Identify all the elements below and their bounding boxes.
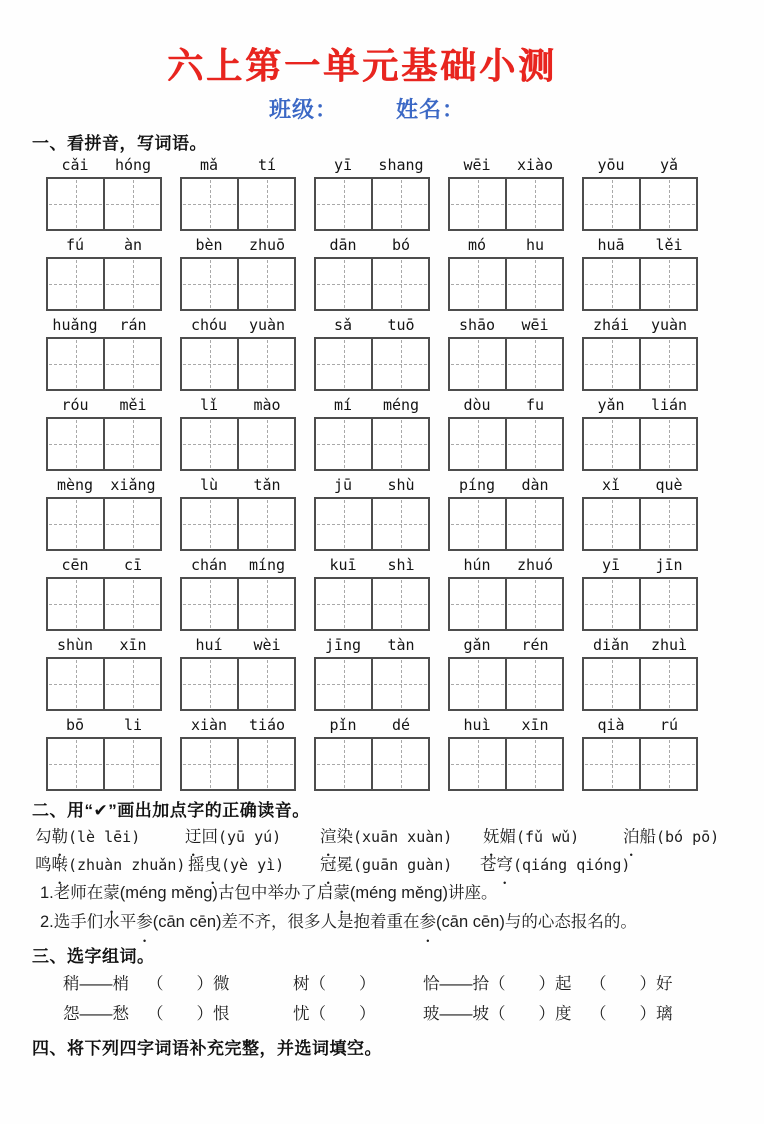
- writing-grid[interactable]: [448, 257, 564, 311]
- writing-grid[interactable]: [582, 497, 698, 551]
- writing-grid[interactable]: [582, 737, 698, 791]
- word-group: [448, 716, 564, 791]
- writing-grid[interactable]: [46, 417, 162, 471]
- word-group: [180, 636, 296, 711]
- writing-grid[interactable]: [180, 737, 296, 791]
- pinyin-label: xiàn tiáo: [190, 716, 286, 735]
- pinyin-label: dòu fu: [463, 396, 545, 415]
- grid-cell[interactable]: [373, 739, 428, 789]
- word-group: [180, 236, 296, 311]
- grid-cell[interactable]: [48, 499, 105, 549]
- grid-cell[interactable]: [373, 339, 428, 389]
- grid-cell[interactable]: [507, 499, 562, 549]
- word-group: [180, 396, 296, 471]
- word-group: [582, 316, 698, 391]
- word-group: [582, 476, 698, 551]
- writing-grid[interactable]: [180, 177, 296, 231]
- grid-cell[interactable]: [239, 659, 294, 709]
- writing-grid[interactable]: [582, 417, 698, 471]
- word-group: [180, 716, 296, 791]
- grid-cell[interactable]: [239, 179, 294, 229]
- pinyin-label: huí wèi: [195, 636, 281, 655]
- reading-options: (xuān xuàn): [353, 828, 453, 847]
- pinyin-label: shāo wēi: [458, 316, 549, 335]
- word-group: [448, 636, 564, 711]
- phonetic-choice-item[interactable]: 冠冕(guān guàn): [320, 851, 480, 879]
- reading-options: (guān guàn): [353, 856, 453, 875]
- writing-grid[interactable]: [46, 337, 162, 391]
- grid-cell[interactable]: [373, 659, 428, 709]
- grid-cell[interactable]: [641, 499, 696, 549]
- grid-cell[interactable]: [450, 739, 507, 789]
- fill-blank-item[interactable]: （ ）璃: [590, 1005, 673, 1024]
- writing-grid[interactable]: [46, 177, 162, 231]
- word-group: [582, 156, 698, 231]
- dotted-char: 蒙: [103, 884, 120, 903]
- word-row: [0, 716, 764, 791]
- pinyin-label: lǐ mào: [199, 396, 281, 415]
- pinyin-label: cēn cī: [61, 556, 143, 575]
- grid-cell[interactable]: [182, 659, 239, 709]
- pinyin-label: píng dàn: [458, 476, 549, 495]
- grid-cell[interactable]: [507, 419, 562, 469]
- grid-cell[interactable]: [48, 419, 105, 469]
- grid-cell[interactable]: [584, 179, 641, 229]
- phonetic-choice-item[interactable]: 摇曳(yè yì): [188, 851, 320, 879]
- grid-cell[interactable]: [48, 179, 105, 229]
- writing-grid[interactable]: [180, 257, 296, 311]
- fill-blank-item[interactable]: 忧（ ）: [293, 1005, 376, 1024]
- writing-grid[interactable]: [582, 177, 698, 231]
- grid-cell[interactable]: [373, 419, 428, 469]
- phonetic-choice-item[interactable]: 苍穹(qiáng qióng): [480, 851, 630, 879]
- reading-options: (lè lēi): [68, 828, 141, 847]
- section-three-heading: 三、选字组词。: [32, 947, 155, 967]
- phonetic-choice-line-1: [0, 823, 764, 851]
- grid-cell[interactable]: [182, 259, 239, 309]
- word-group: [314, 556, 430, 631]
- grid-cell[interactable]: [584, 339, 641, 389]
- reading-options: (zhuàn zhuǎn): [68, 856, 186, 875]
- writing-grid[interactable]: [180, 497, 296, 551]
- grid-cell[interactable]: [641, 339, 696, 389]
- grid-cell[interactable]: [507, 339, 562, 389]
- grid-cell[interactable]: [641, 659, 696, 709]
- word-group: [46, 716, 162, 791]
- sentence-1: 1.老师在蒙(méng měng)古包中举办了启蒙(méng měng)讲座。: [0, 879, 764, 908]
- pinyin-label: mí méng: [333, 396, 420, 415]
- pinyin-label: yī jīn: [601, 556, 683, 575]
- writing-grid[interactable]: [180, 417, 296, 471]
- grid-cell[interactable]: [316, 419, 373, 469]
- grid-cell[interactable]: [105, 499, 160, 549]
- grid-cell[interactable]: [507, 259, 562, 309]
- fill-blank-item[interactable]: （ ）恨: [147, 1005, 230, 1024]
- grid-cell[interactable]: [584, 419, 641, 469]
- choose-word-row-1: [0, 969, 764, 999]
- writing-grid[interactable]: [314, 577, 430, 631]
- word-group: [46, 156, 162, 231]
- word-group: [448, 476, 564, 551]
- word-group: [46, 556, 162, 631]
- writing-grid[interactable]: [180, 657, 296, 711]
- pinyin-label: shùn xīn: [56, 636, 147, 655]
- dotted-char: 参: [419, 913, 437, 932]
- pinyin-label: pǐn dé: [329, 716, 411, 735]
- word-group: [180, 316, 296, 391]
- grid-cell[interactable]: [105, 339, 160, 389]
- grid-cell[interactable]: [182, 339, 239, 389]
- phonetic-choice-item[interactable]: 泊船(bó pō): [623, 823, 719, 851]
- pinyin-label: chóu yuàn: [190, 316, 286, 335]
- grid-cell[interactable]: [316, 339, 373, 389]
- word-group: [314, 476, 430, 551]
- pinyin-label: yī shang: [333, 156, 424, 175]
- writing-grid[interactable]: [448, 657, 564, 711]
- grid-cell[interactable]: [48, 579, 105, 629]
- grid-cell[interactable]: [182, 499, 239, 549]
- writing-grid[interactable]: [46, 737, 162, 791]
- grid-cell[interactable]: [48, 739, 105, 789]
- pinyin-label: bō li: [65, 716, 143, 735]
- word-row: [0, 476, 764, 551]
- fill-blank-item[interactable]: 玻——坡（ ）度: [423, 1005, 572, 1024]
- grid-cell[interactable]: [105, 419, 160, 469]
- grid-cell[interactable]: [239, 259, 294, 309]
- grid-cell[interactable]: [584, 579, 641, 629]
- grid-cell[interactable]: [507, 659, 562, 709]
- pinyin-label: jū shù: [333, 476, 415, 495]
- writing-grid[interactable]: [46, 257, 162, 311]
- grid-cell[interactable]: [48, 339, 105, 389]
- word-group: [46, 396, 162, 471]
- dotted-char: 曳: [204, 856, 221, 875]
- grid-cell[interactable]: [105, 659, 160, 709]
- pinyin-label: yōu yǎ: [597, 156, 679, 175]
- writing-grid[interactable]: [582, 577, 698, 631]
- grid-cell[interactable]: [105, 579, 160, 629]
- grid-cell[interactable]: [373, 579, 428, 629]
- sentence-2: 2.选手们水平参(cān cēn)差不齐，很多人是抱着重在参(cān cēn)与的心态报名的。: [0, 908, 764, 937]
- writing-grid[interactable]: [314, 497, 430, 551]
- grid-cell[interactable]: [450, 579, 507, 629]
- dotted-char: 蒙: [333, 884, 350, 903]
- word-group: [582, 636, 698, 711]
- pinyin-label: dān bó: [329, 236, 411, 255]
- writing-grid[interactable]: [46, 497, 162, 551]
- writing-grid[interactable]: [448, 417, 564, 471]
- grid-cell[interactable]: [316, 499, 373, 549]
- pinyin-label: xǐ què: [601, 476, 683, 495]
- word-group: [180, 476, 296, 551]
- word-row: [0, 636, 764, 711]
- reading-options: (bó pō): [656, 828, 720, 847]
- page-title: 六上第一单元基础小测: [166, 45, 557, 86]
- pinyin-label: qià rú: [597, 716, 679, 735]
- word-row: [0, 396, 764, 471]
- pinyin-label: kuī shì: [329, 556, 415, 575]
- char-pair: 稍——梢: [63, 975, 129, 994]
- word-row: [0, 316, 764, 391]
- writing-grid[interactable]: [314, 257, 430, 311]
- grid-cell[interactable]: [507, 579, 562, 629]
- grid-cell[interactable]: [507, 179, 562, 229]
- grid-cell[interactable]: [584, 499, 641, 549]
- grid-cell[interactable]: [641, 259, 696, 309]
- grid-cell[interactable]: [641, 739, 696, 789]
- grid-cell[interactable]: [641, 179, 696, 229]
- dotted-char: 啭: [51, 856, 68, 875]
- writing-grid[interactable]: [582, 657, 698, 711]
- grid-cell[interactable]: [239, 579, 294, 629]
- pinyin-label: cǎi hóng: [61, 156, 152, 175]
- grid-cell[interactable]: [450, 339, 507, 389]
- word-group: [46, 636, 162, 711]
- word-group: [448, 556, 564, 631]
- grid-cell[interactable]: [48, 659, 105, 709]
- grid-cell[interactable]: [182, 179, 239, 229]
- pinyin-label: fú àn: [65, 236, 143, 255]
- grid-cell[interactable]: [450, 179, 507, 229]
- grid-cell[interactable]: [316, 739, 373, 789]
- phonetic-choice-line-2: [0, 851, 764, 879]
- student-info-line: [0, 93, 764, 124]
- reading-options: (yū yú): [218, 828, 282, 847]
- dotted-char: 泊: [623, 828, 640, 847]
- phonetic-choice-item[interactable]: 妩媚(fǔ wǔ): [483, 823, 623, 851]
- pinyin-grid-section: [0, 156, 764, 791]
- word-group: [448, 396, 564, 471]
- writing-grid[interactable]: [314, 337, 430, 391]
- grid-cell[interactable]: [641, 419, 696, 469]
- pinyin-label: bèn zhuō: [195, 236, 286, 255]
- pinyin-label: huā lěi: [597, 236, 683, 255]
- word-group: [582, 396, 698, 471]
- writing-grid[interactable]: [448, 337, 564, 391]
- phonetic-choice-item[interactable]: 渲染(xuān xuàn): [320, 823, 483, 851]
- section-one-heading: 一、看拼音，写词语。: [32, 134, 207, 154]
- phonetic-choice-item[interactable]: 鸣啭(zhuàn zhuǎn): [35, 851, 188, 879]
- writing-grid[interactable]: [582, 257, 698, 311]
- writing-grid[interactable]: [582, 337, 698, 391]
- grid-cell[interactable]: [316, 659, 373, 709]
- pinyin-label: gǎn rén: [463, 636, 549, 655]
- pinyin-label: yǎn lián: [597, 396, 688, 415]
- section-four-heading: 四、将下列四字词语补充完整，并选词填空。: [32, 1039, 382, 1059]
- grid-cell[interactable]: [316, 179, 373, 229]
- pinyin-label: huǎng rán: [52, 316, 147, 335]
- word-row: [0, 556, 764, 631]
- dotted-char: 迂: [185, 828, 202, 847]
- word-group: [314, 636, 430, 711]
- word-group: [46, 236, 162, 311]
- grid-cell[interactable]: [450, 499, 507, 549]
- grid-cell[interactable]: [182, 419, 239, 469]
- dotted-char: 穹: [496, 856, 513, 875]
- grid-cell[interactable]: [239, 499, 294, 549]
- fill-blank-item[interactable]: （ ）好: [590, 975, 673, 994]
- dotted-char: 参: [136, 913, 153, 932]
- pinyin-label: mǎ tí: [199, 156, 277, 175]
- word-group: [582, 236, 698, 311]
- grid-cell[interactable]: [239, 339, 294, 389]
- word-group: [46, 476, 162, 551]
- word-group: [448, 236, 564, 311]
- writing-grid[interactable]: [448, 497, 564, 551]
- word-group: [314, 156, 430, 231]
- writing-grid[interactable]: [46, 577, 162, 631]
- pinyin-label: sǎ tuō: [333, 316, 415, 335]
- grid-cell[interactable]: [373, 179, 428, 229]
- name-label: 姓名：: [396, 97, 466, 123]
- writing-grid[interactable]: [448, 177, 564, 231]
- word-group: [448, 156, 564, 231]
- pinyin-label: mó hu: [467, 236, 545, 255]
- pinyin-label: chán míng: [190, 556, 286, 575]
- reading-options: (yè yì): [221, 856, 285, 875]
- grid-cell[interactable]: [48, 259, 105, 309]
- fill-blank-item[interactable]: 恰——拾（ ）起: [423, 975, 572, 994]
- grid-cell[interactable]: [316, 579, 373, 629]
- writing-grid[interactable]: [448, 737, 564, 791]
- pinyin-label: wēi xiào: [463, 156, 554, 175]
- grid-cell[interactable]: [316, 259, 373, 309]
- choose-word-row-2: [0, 999, 764, 1029]
- grid-cell[interactable]: [641, 579, 696, 629]
- pinyin-label: hún zhuó: [463, 556, 554, 575]
- grid-cell[interactable]: [373, 499, 428, 549]
- word-group: [180, 556, 296, 631]
- word-group: [180, 156, 296, 231]
- grid-cell[interactable]: [182, 579, 239, 629]
- phonetic-choice-item[interactable]: 迂回(yū yú): [185, 823, 320, 851]
- grid-cell[interactable]: [182, 739, 239, 789]
- class-label: 班级：: [268, 97, 338, 123]
- writing-grid[interactable]: [180, 577, 296, 631]
- worksheet-page: [0, 44, 764, 1124]
- word-group: [314, 716, 430, 791]
- dotted-char: 勒: [51, 828, 68, 847]
- pinyin-label: lù tǎn: [199, 476, 281, 495]
- grid-cell[interactable]: [105, 259, 160, 309]
- grid-cell[interactable]: [373, 259, 428, 309]
- pinyin-label: róu měi: [61, 396, 147, 415]
- grid-cell[interactable]: [450, 259, 507, 309]
- word-group: [582, 556, 698, 631]
- writing-grid[interactable]: [180, 337, 296, 391]
- grid-cell[interactable]: [239, 739, 294, 789]
- dotted-char: 渲: [320, 828, 337, 847]
- writing-grid[interactable]: [46, 657, 162, 711]
- grid-cell[interactable]: [105, 739, 160, 789]
- grid-cell[interactable]: [105, 179, 160, 229]
- fill-blank-item[interactable]: 树（ ）: [293, 975, 376, 994]
- word-group: [582, 716, 698, 791]
- char-pair: 怨——愁: [63, 1005, 129, 1024]
- word-group: [314, 316, 430, 391]
- phonetic-choice-item[interactable]: 勾勒(lè lēi): [35, 823, 185, 851]
- word-group: [314, 236, 430, 311]
- grid-cell[interactable]: [584, 739, 641, 789]
- grid-cell[interactable]: [584, 259, 641, 309]
- writing-grid[interactable]: [314, 657, 430, 711]
- dotted-char: 妩: [483, 828, 500, 847]
- fill-blank-item[interactable]: （ ）微: [147, 975, 230, 994]
- pinyin-label: jīng tàn: [324, 636, 415, 655]
- writing-grid[interactable]: [314, 417, 430, 471]
- reading-options: (fǔ wǔ): [516, 828, 580, 847]
- grid-cell[interactable]: [507, 739, 562, 789]
- word-group: [314, 396, 430, 471]
- reading-options: (qiáng qióng): [513, 856, 631, 875]
- word-row: [0, 156, 764, 231]
- grid-cell[interactable]: [450, 659, 507, 709]
- word-row: [0, 236, 764, 311]
- grid-cell[interactable]: [239, 419, 294, 469]
- grid-cell[interactable]: [450, 419, 507, 469]
- writing-grid[interactable]: [314, 177, 430, 231]
- pinyin-label: huì xīn: [463, 716, 549, 735]
- word-group: [448, 316, 564, 391]
- pinyin-label: zhái yuàn: [592, 316, 688, 335]
- pinyin-label: mèng xiǎng: [56, 476, 156, 495]
- word-group: [46, 316, 162, 391]
- dotted-char: 冠: [320, 856, 337, 875]
- grid-cell[interactable]: [584, 659, 641, 709]
- writing-grid[interactable]: [314, 737, 430, 791]
- pinyin-label: diǎn zhuì: [592, 636, 688, 655]
- writing-grid[interactable]: [448, 577, 564, 631]
- section-two-heading: 二、用“✔”画出加点字的正确读音。: [32, 801, 310, 821]
